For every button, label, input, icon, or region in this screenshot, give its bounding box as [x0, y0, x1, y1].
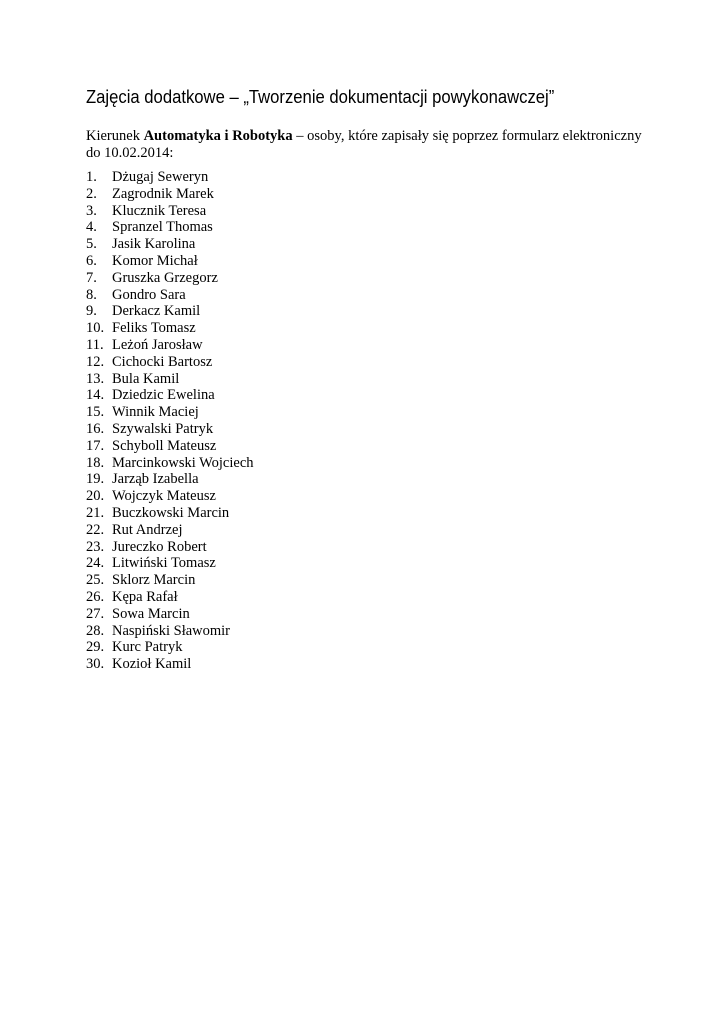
student-name: Rut Andrzej [112, 521, 183, 538]
list-item-number: 7. [86, 269, 97, 286]
list-item [86, 539, 254, 556]
list-item-number: 24. [86, 555, 105, 572]
student-name: Bula Kamil [112, 370, 180, 387]
list-item-number: 10. [86, 320, 105, 337]
list-item-number: 19. [86, 471, 105, 488]
list-item [86, 270, 254, 287]
program-name: Automatyka i Robotyka [143, 128, 293, 144]
list-item-number: 26. [86, 588, 105, 605]
list-item-number: 6. [86, 252, 97, 269]
list-item [86, 169, 254, 186]
list-item-number: 20. [86, 488, 105, 505]
student-name: Szywalski Patryk [112, 420, 214, 437]
student-name: Komor Michał [112, 252, 198, 269]
list-item-number: 11. [86, 336, 104, 353]
student-name: Zagrodnik Marek [112, 185, 214, 202]
list-item-number: 23. [86, 538, 105, 555]
student-name: Derkacz Kamil [112, 303, 201, 320]
student-name: Dżugaj Seweryn [112, 169, 209, 185]
student-name: Dziedzic Ewelina [112, 387, 215, 404]
list-item-number: 13. [86, 370, 105, 387]
list-item [86, 287, 254, 304]
list-item [86, 572, 254, 589]
list-item-number: 14. [86, 387, 105, 404]
student-name: Kępa Rafał [112, 588, 178, 605]
list-item-number: 28. [86, 622, 105, 639]
list-item [86, 371, 254, 388]
list-item [86, 623, 254, 640]
student-name: Klucznik Teresa [112, 202, 207, 219]
list-item-number: 18. [86, 454, 105, 471]
list-item [86, 606, 254, 623]
student-name: Sklorz Marcin [112, 572, 196, 589]
student-name: Schyboll Mateusz [112, 437, 217, 454]
list-item-number: 29. [86, 639, 105, 656]
student-name: Cichocki Bartosz [112, 353, 213, 370]
list-item [86, 320, 254, 337]
list-item [86, 253, 254, 270]
list-item-number: 22. [86, 521, 105, 538]
student-name: Marcinkowski Wojciech [112, 454, 254, 471]
intro-prefix: Kierunek [86, 128, 144, 144]
student-name: Buczkowski Marcin [112, 504, 230, 521]
list-item-number: 4. [86, 219, 97, 236]
list-item-number: 12. [86, 353, 105, 370]
list-item [86, 555, 254, 572]
student-name: Leżoń Jarosław [112, 336, 203, 353]
student-name: Jarząb Izabella [112, 471, 199, 488]
list-item [86, 505, 254, 522]
list-item-number: 25. [86, 572, 105, 589]
intro-suffix: – osoby, które zapisały się poprzez formularz elektroniczny do 10.02.2014: [86, 128, 642, 161]
list-item-number: 30. [86, 656, 105, 673]
list-item-number: 15. [86, 404, 105, 421]
list-item [86, 589, 254, 606]
student-name: Wojczyk Mateusz [112, 488, 216, 505]
document-title: Zajęcia dodatkowe – „Tworzenie dokumentacji powykonawczej” [86, 86, 555, 107]
student-name: Kozioł Kamil [112, 656, 192, 673]
list-item [86, 421, 254, 438]
student-name: Kurc Patryk [112, 639, 183, 656]
student-name: Litwiński Tomasz [112, 555, 216, 572]
student-name: Jasik Karolina [112, 236, 196, 253]
list-item-number: 16. [86, 420, 105, 437]
list-item-number: 27. [86, 605, 105, 622]
student-list [86, 169, 254, 673]
student-name: Sowa Marcin [112, 605, 190, 622]
student-name: Winnik Maciej [112, 404, 199, 421]
student-name: Gruszka Grzegorz [112, 269, 218, 286]
list-item [86, 471, 254, 488]
list-item-number: 5. [86, 236, 97, 253]
list-item [86, 455, 254, 472]
list-item-number: 17. [86, 437, 105, 454]
list-item [86, 337, 254, 354]
list-item [86, 186, 254, 203]
list-item [86, 219, 254, 236]
student-name: Feliks Tomasz [112, 320, 196, 337]
list-item-number: 3. [86, 202, 97, 219]
list-item [86, 656, 254, 673]
list-item [86, 488, 254, 505]
list-item-number: 8. [86, 286, 97, 303]
list-item [86, 522, 254, 539]
list-item-number: 2. [86, 185, 97, 202]
list-item [86, 303, 254, 320]
list-item [86, 203, 254, 220]
list-item-number: 21. [86, 504, 105, 521]
list-item [86, 236, 254, 253]
list-item [86, 404, 254, 421]
student-name: Jureczko Robert [112, 538, 207, 555]
list-item-number: 1. [86, 169, 97, 185]
list-item [86, 639, 254, 656]
student-name: Spranzel Thomas [112, 219, 213, 236]
list-item-number: 9. [86, 303, 97, 320]
student-name: Gondro Sara [112, 286, 186, 303]
student-name: Naspiński Sławomir [112, 622, 231, 639]
list-item [86, 387, 254, 404]
list-item [86, 354, 254, 371]
list-item [86, 438, 254, 455]
intro-paragraph [86, 128, 646, 162]
